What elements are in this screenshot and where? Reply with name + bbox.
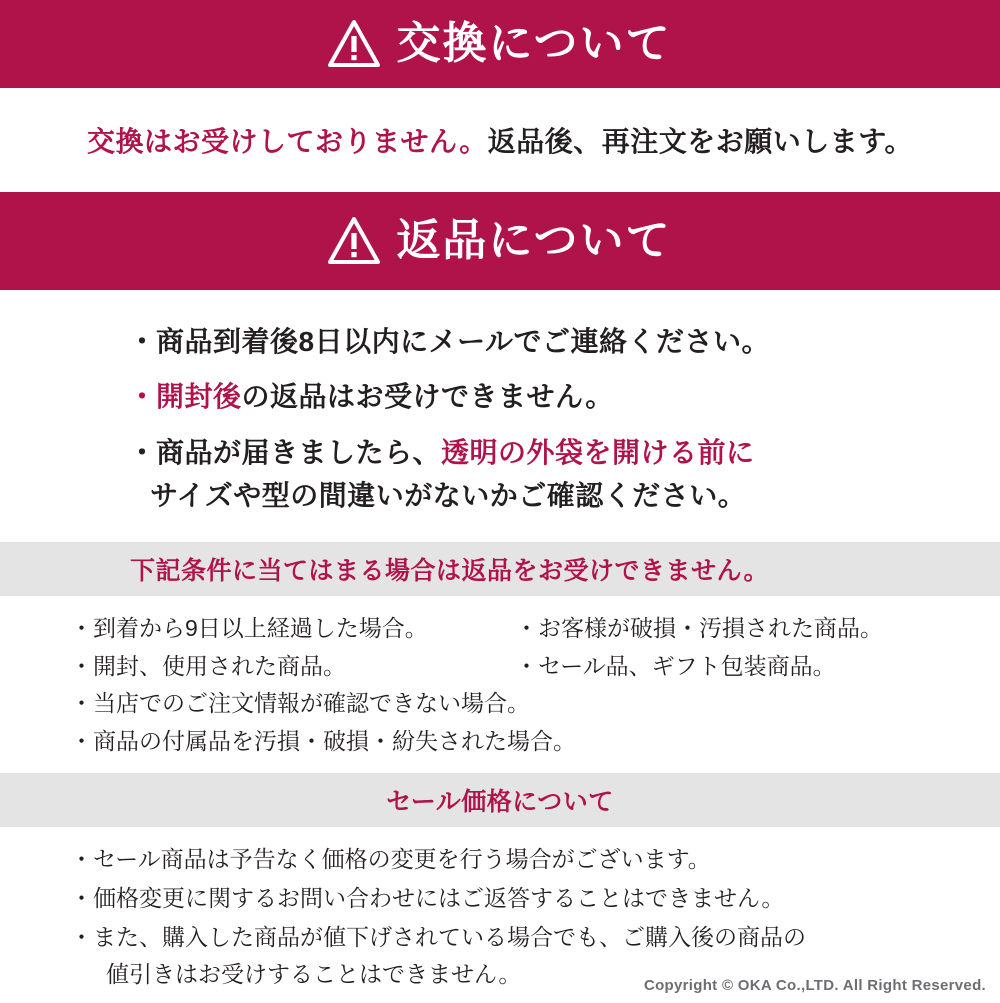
exchange-body-accent: 交換はお受けしておりません。 xyxy=(87,126,488,157)
return-note-part-accent: 開封後 xyxy=(156,381,242,413)
condition-item: ・商品の付属品を汚損・破損・紛失された場合。 xyxy=(70,728,576,755)
conditions-left-column xyxy=(70,610,576,762)
copyright-text: Copyright © OKA Co.,LTD. All Right Reserved. xyxy=(643,977,986,994)
sale-note-item xyxy=(0,880,1000,917)
return-note-item xyxy=(0,431,1000,518)
sale-note-line-continued: 値引きはお受けすることはできません。 xyxy=(106,960,522,987)
return-note-part: にメールでご連絡ください。 xyxy=(400,326,771,357)
return-note-item xyxy=(0,320,1000,363)
return-note-part: 商品到着後8日以内 xyxy=(156,326,401,357)
return-note-part: 商品が届きましたら、 xyxy=(156,436,442,468)
exchange-body-text xyxy=(87,120,913,160)
return-note-part-accent: 透明の外袋を開ける前に xyxy=(441,436,755,468)
conditions-right-column xyxy=(515,610,940,762)
return-note-part: の返品はお受けできません。 xyxy=(241,381,614,413)
return-note-part: サイズや型の間違いがないかご確認ください。 xyxy=(150,480,747,512)
condition-item: ・当店でのご注文情報が確認できない場合。 xyxy=(70,690,530,717)
bullet-mark: ・ xyxy=(128,326,157,357)
return-note-item xyxy=(0,375,1000,418)
bullet-mark: ・ xyxy=(128,436,157,468)
conditions-body xyxy=(0,596,1000,774)
exchange-heading-band xyxy=(0,0,1000,88)
sale-note-item xyxy=(0,841,1000,878)
return-heading-band xyxy=(0,192,1000,290)
condition-item: ・お客様が破損・汚損された商品。 xyxy=(515,614,883,641)
exchange-body-rest: 返品後、再注文をお願いします。 xyxy=(487,126,913,157)
sale-note-line: ・また、購入した商品が値下げされている場合でも、ご購入後の商品の xyxy=(70,923,806,950)
condition-item: ・到着から9日以上経過した場合。 xyxy=(70,614,428,641)
return-notes-list xyxy=(0,290,1000,542)
condition-item: ・セール品、ギフト包装商品。 xyxy=(515,652,836,679)
warning-triangle-icon xyxy=(328,20,380,68)
conditions-subheading: 下記条件に当てはまる場合は返品をお受けできません。 xyxy=(0,542,1000,596)
bullet-mark: ・ xyxy=(128,381,157,413)
exchange-heading-text: 交換について xyxy=(396,19,672,68)
sale-price-subheading: セール価格について xyxy=(0,773,1000,827)
exchange-body xyxy=(0,88,1000,192)
warning-triangle-icon xyxy=(328,217,380,265)
condition-item: ・開封、使用された商品。 xyxy=(70,652,346,679)
return-heading-text: 返品について xyxy=(396,216,672,265)
sale-note-line: ・セール商品は予告なく価格の変更を行う場合がございます。 xyxy=(70,846,711,873)
sale-note-line: ・価格変更に関するお問い合わせにはご返答することはできません。 xyxy=(70,885,785,912)
